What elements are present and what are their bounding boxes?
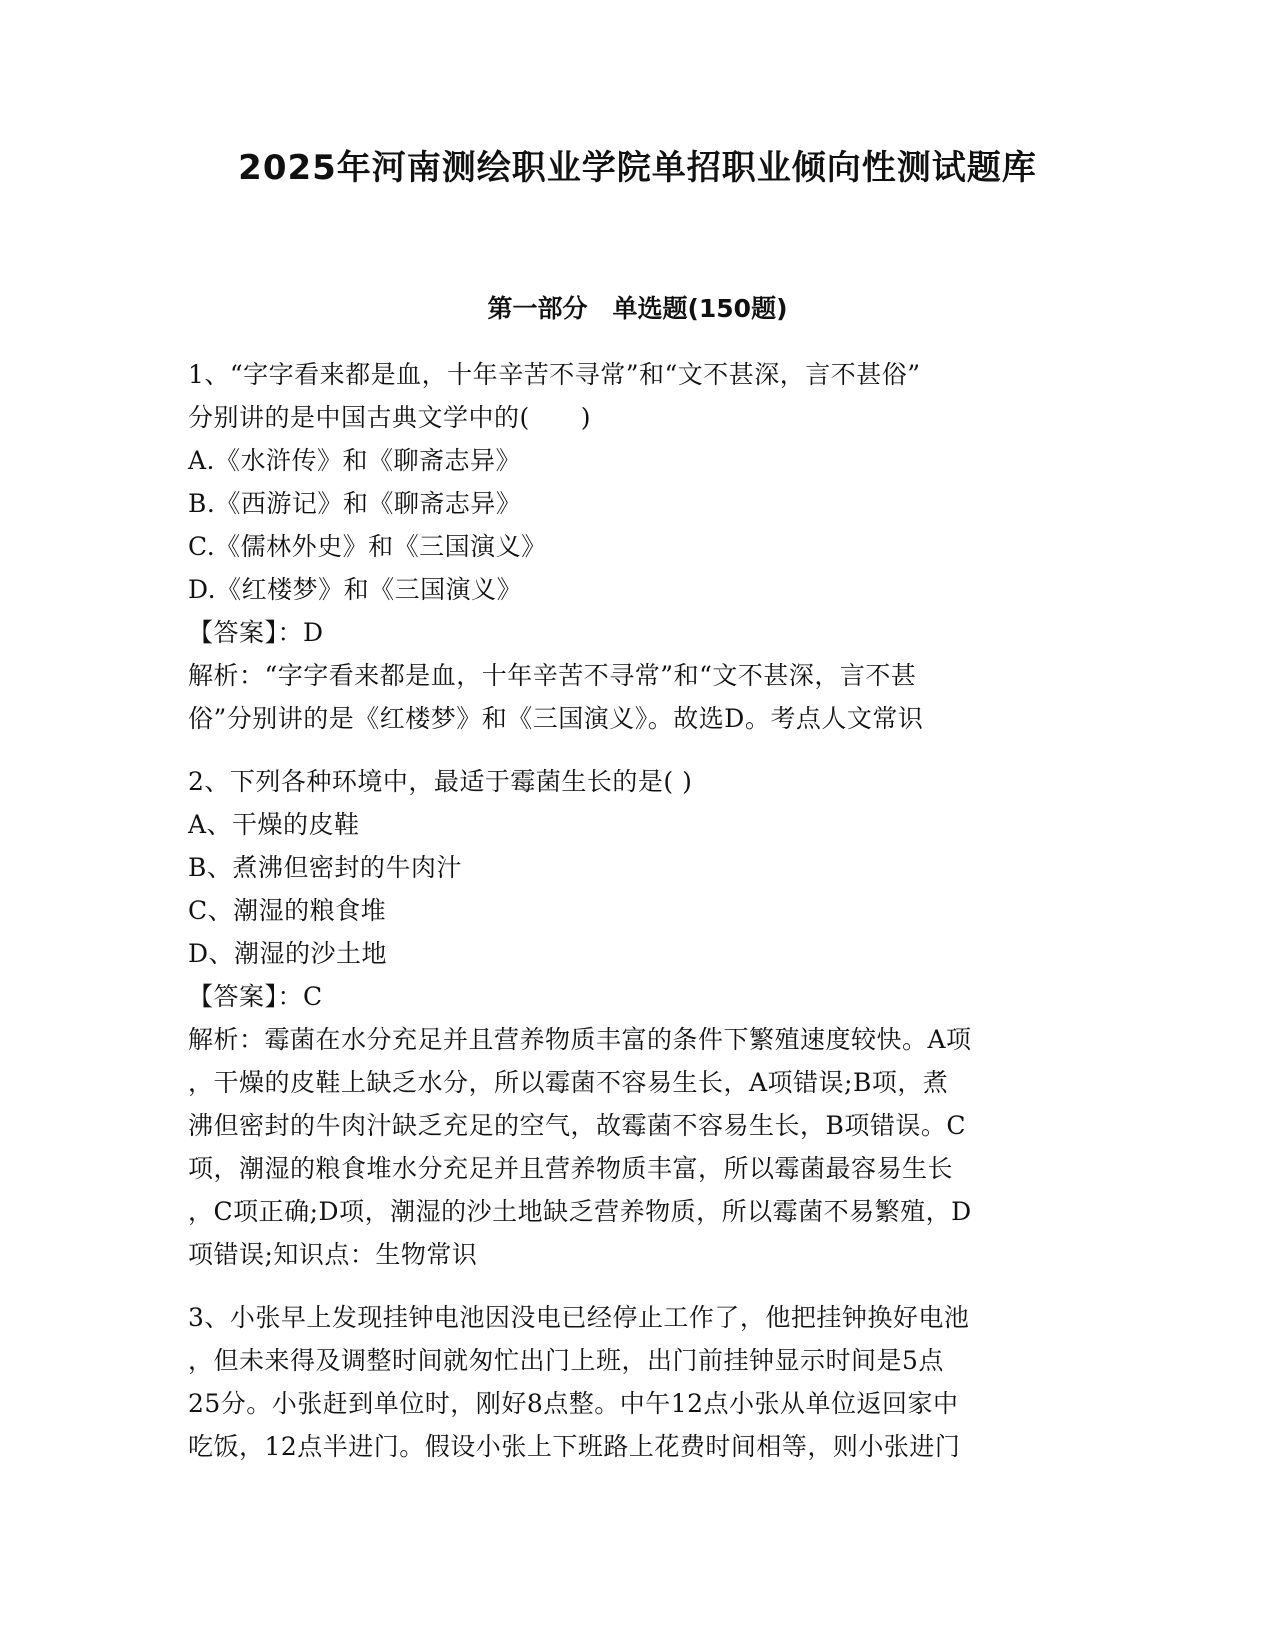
option-b: B、煮沸但密封的牛肉汁	[188, 853, 462, 882]
option-d: D、潮湿的沙土地	[188, 939, 388, 968]
question-2	[188, 760, 1084, 1276]
option-c: C.《儒林外史》和《三国演义》	[188, 532, 547, 561]
answer-line: 【答案】：C	[188, 982, 323, 1011]
question-stem: 25分。小张赶到单位时，刚好8点整。中午12点小张从单位返回家中	[188, 1389, 959, 1418]
question-stem: 1、“字字看来都是血，十年辛苦不寻常”和“文不甚深，言不甚俗”	[188, 360, 921, 389]
analysis-line: 解析：“字字看来都是血，十年辛苦不寻常”和“文不甚深，言不甚	[188, 661, 917, 690]
question-list	[188, 353, 1084, 1488]
question-3	[188, 1296, 1084, 1468]
document-title: 2025年河南测绘职业学院单招职业倾向性测试题库	[238, 148, 1037, 188]
question-stem: ，但未来得及调整时间就匆忙出门上班，出门前挂钟显示时间是5点	[188, 1346, 944, 1375]
question-stem: 3、小张早上发现挂钟电池因没电已经停止工作了，他把挂钟换好电池	[188, 1303, 970, 1332]
question-stem: 吃饭，12点半进门。假设小张上下班路上花费时间相等，则小张进门	[188, 1432, 961, 1461]
analysis-line: ，干燥的皮鞋上缺乏水分，所以霉菌不容易生长，A项错误;B项，煮	[188, 1068, 949, 1097]
analysis-line: 项错误;知识点：生物常识	[188, 1240, 478, 1269]
analysis-line: 沸但密封的牛肉汁缺乏充足的空气，故霉菌不容易生长，B项错误。C	[188, 1111, 967, 1140]
analysis-line: 俗”分别讲的是《红楼梦》和《三国演义》。故选D。考点人文常识	[188, 704, 924, 733]
analysis-line: 解析：霉菌在水分充足并且营养物质丰富的条件下繁殖速度较快。A项	[188, 1025, 972, 1054]
question-1	[188, 353, 1084, 740]
analysis-line: ，C项正确;D项，潮湿的沙土地缺乏营养物质，所以霉菌不易繁殖，D	[188, 1197, 972, 1226]
answer-line: 【答案】：D	[188, 618, 324, 647]
analysis-line: 项，潮湿的粮食堆水分充足并且营养物质丰富，所以霉菌最容易生长	[188, 1154, 954, 1183]
option-a: A.《水浒传》和《聊斋志异》	[188, 446, 522, 475]
question-stem: 2、下列各种环境中，最适于霉菌生长的是( )	[188, 767, 693, 796]
option-c: C、潮湿的粮食堆	[188, 896, 387, 925]
option-a: A、干燥的皮鞋	[188, 810, 360, 839]
question-stem: 分别讲的是中国古典文学中的( )	[188, 403, 592, 432]
section-title: 第一部分 单选题(150题)	[487, 294, 788, 323]
option-d: D.《红楼梦》和《三国演义》	[188, 575, 523, 604]
option-b: B.《西游记》和《聊斋志异》	[188, 489, 522, 518]
